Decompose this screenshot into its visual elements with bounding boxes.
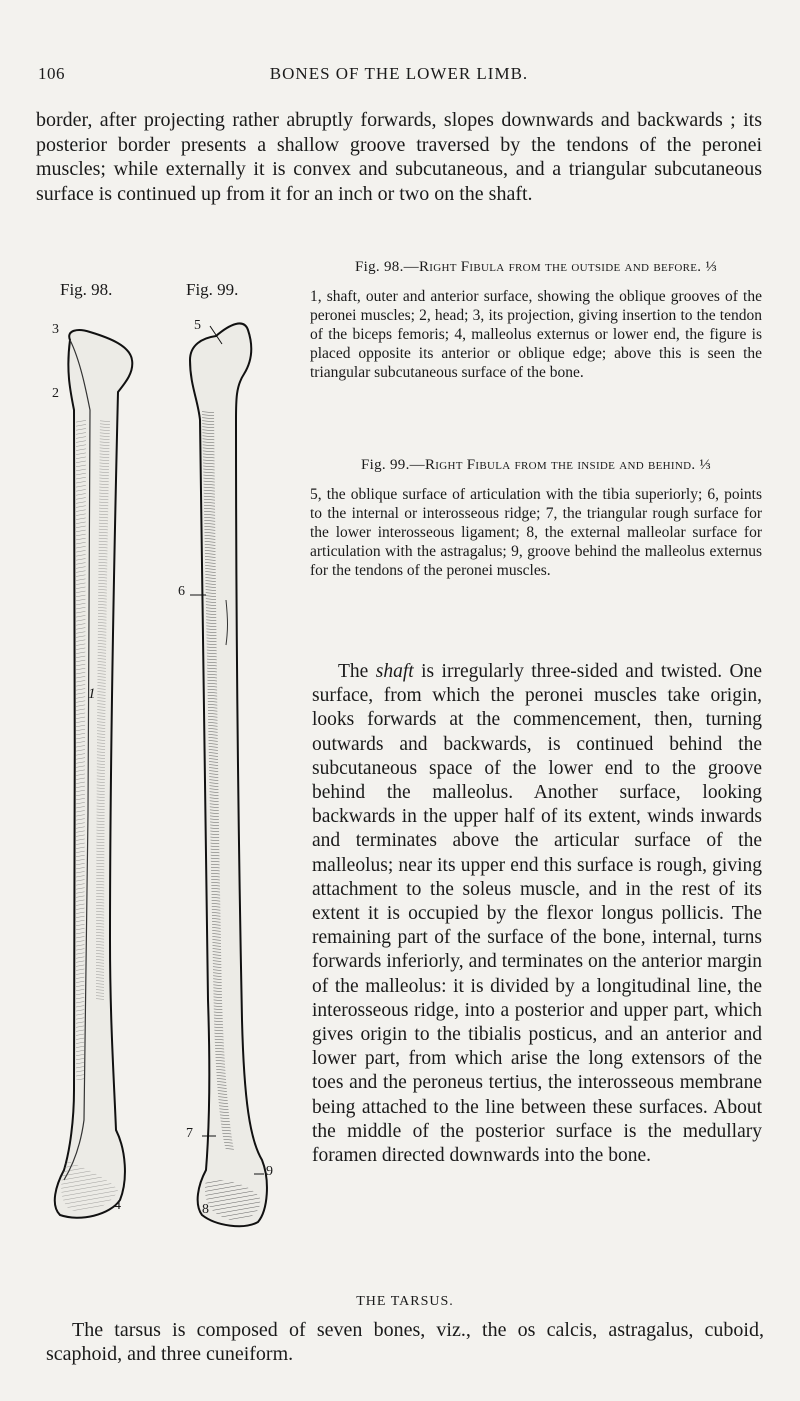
fig-98-fibula [55,330,133,1218]
fig98-marker-4: 4 [114,1198,121,1213]
fig-99-caption-number: Fig. 99.— [360,457,425,473]
fig99-marker-5: 5 [194,318,201,333]
fig-98-label: Fig. 98. [60,280,113,299]
fig-99-scale: ⅓ [699,457,712,473]
fig-98-scale: ⅓ [705,259,717,275]
intro-paragraph: border, after projecting rather abruptly forwards, slopes downwards and backwards ; its posterior border presents a shallow groove traversed by the tendons of the peronei muscles; while externally it is convex and subcutaneous, and a triangular subcutaneous surface is continued up from it for an inch or two on the shaft. [36,109,762,205]
fibula-illustrations [30,300,300,1240]
fig98-marker-3: 3 [52,322,59,337]
tarsus-paragraph: The tarsus is composed of seven bones, viz., the os calcis, astragalus, cuboid, scaphoid, and three cuneiform. [46,1319,764,1365]
fig-99-caption [310,456,762,580]
shaft-lead: The [338,661,376,682]
fig-99-fibula [190,323,267,1226]
fig-98-caption-body: 1, shaft, outer and anterior surface, showing the oblique grooves of the peronei muscles; 2, head; 3, its projection, giving insertion to the tendon of the biceps femoris; 4, malleolus externus or lower end, the figure is placed opposite its anterior or oblique edge; above this is seen the triangular subcutaneous surface of the bone. [310,288,762,381]
fig-99-caption-body: 5, the oblique surface of articulation with the tibia superiorly; 6, points to the internal or interosseous ridge; 7, the triangular rough surface for the lower interosseous ligament; 8, the external malleolar surface for articulation with the astragalus; 9, groove behind the malleolus externus for the tendons of the peronei muscles. [310,486,762,579]
fig-98-caption [310,258,762,382]
fig-99-caption-heading: Right Fibula from the inside and behind. [424,457,696,473]
fig99-marker-6: 6 [178,584,185,599]
fig99-marker-9: 9 [266,1164,273,1179]
running-title: BONES OF THE LOWER LIMB. [269,64,529,83]
fig98-marker-2: 2 [52,386,59,401]
tarsus-heading-text: THE TARSUS. [356,1294,454,1309]
fibula-drawing [30,300,300,1240]
page-header [38,64,760,88]
fig99-marker-7: 7 [186,1126,193,1141]
shaft-paragraph [312,660,762,1168]
page-number: 106 [38,64,65,83]
fig98-marker-1: 1 [88,686,96,702]
fig-98-caption-number: Fig. 98.— [355,259,419,275]
fig-98-caption-title [310,258,762,277]
fig-99-label: Fig. 99. [186,280,239,299]
section-heading-tarsus [0,1294,800,1310]
shaft-text: is irregularly three-sided and twisted. One surface, from which the peronei muscles take origin, looks forwards at the commencement, then, turning outwards and backwards, is continued behind the subcutaneous space of the lower end to the groove behind the malleolus. Another surface, looking backwards in the upper half of its extent, winds inwards and terminates above the articular surface of the malleolus; near its upper end this surface is rough, giving attachment to the soleus muscle, and in the rest of its extent it is occupied by the flexor longus pollicis. The remaining part of the surface of the bone, internal, turns forwards inferiorly, and terminates on the anterior margin of the malleolus: it is divided by a longitudinal line, the interosseous ridge, into a posterior and upper part, which gives origin to the tibialis posticus, and an anterior and lower part, from which arise the long extensors of the toes and the peroneus tertius, the interosseous membrane being attached to the line between these surfaces. About the middle of the posterior surface is the medullary foramen directed downwards into the bone. [312,661,762,1167]
shaft-italic-term: shaft [375,661,414,682]
fig-99-caption-title [310,456,762,475]
fig-98-caption-heading: Right Fibula from the outside and before. [418,259,702,275]
fig99-marker-8: 8 [202,1202,209,1217]
